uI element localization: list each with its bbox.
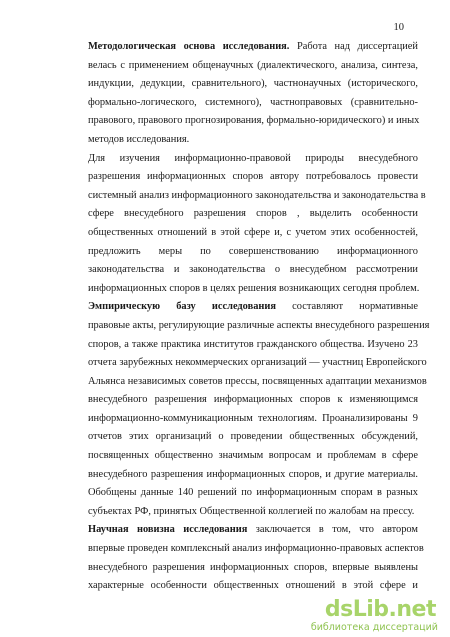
text-line xyxy=(88,205,418,224)
watermark-logo-text: dsLib.net xyxy=(324,597,436,622)
line-text: методов исследования. xyxy=(88,133,190,145)
text-line xyxy=(88,410,418,429)
watermark-subtitle: библиотека диссертаций xyxy=(310,622,438,633)
text-line xyxy=(88,280,418,299)
text-line xyxy=(88,168,418,187)
line-text: информационных споров в целях решения возникающих сегодня проблем. xyxy=(88,282,420,294)
line-text: отчета зарубежных некоммерческих организаций — участниц Европейского xyxy=(88,357,427,369)
line-text: велась с применением общенаучных (диалектического, анализа, синтеза, xyxy=(88,59,418,71)
text-line xyxy=(88,187,426,206)
line-text: посвященных общественно значимым вопросам и проблемам в сфере xyxy=(88,450,418,462)
text-line xyxy=(88,57,418,76)
line-text: споров, а также практика институтов гражданского общества. Изучено 23 xyxy=(88,338,418,350)
line-text: индукции, дедукции, сравнительного), частнонаучных (исторического, xyxy=(88,78,418,90)
line-text: формально-логического, системного), частноправовых (сравнительно- xyxy=(88,96,418,108)
text-line xyxy=(88,354,427,373)
text-line xyxy=(88,317,430,336)
line-text: Обобщены данные 140 решений по информационным спорам в разных xyxy=(88,487,418,499)
line-text: Для изучения информационно-правовой природы внесудебного xyxy=(88,152,418,164)
line-text: общественных отношений в этой сфере и, с учетом этих особенностей, xyxy=(88,226,418,238)
text-line xyxy=(88,38,418,57)
line-text: характерные особенности общественных отношений в этой сфере и xyxy=(88,580,418,592)
line-text: впервые проведен комплексный анализ информационно-правовых аспектов xyxy=(88,543,424,555)
text-line xyxy=(88,540,424,559)
line-text: внесудебного разрешения информационных споров к изменяющимся xyxy=(88,394,418,406)
text-line xyxy=(88,112,418,131)
line-text: законодательства и законодательства о внесудебном рассмотрении xyxy=(88,264,418,276)
text-line xyxy=(88,373,427,392)
line-text: составляют нормативные xyxy=(276,301,418,313)
text-line xyxy=(88,484,418,503)
watermark-logo xyxy=(294,597,444,633)
page-number: 10 xyxy=(393,22,404,33)
text-line xyxy=(88,261,418,280)
bold-heading: Эмпирическую базу исследования xyxy=(88,301,277,313)
line-text: информационно-коммуникационным технологиям. Проанализированы 9 xyxy=(88,412,418,424)
line-text: правовые акты, регулирующие различные аспекты внесудебного разрешения xyxy=(88,319,430,331)
text-line xyxy=(88,224,418,243)
text-line xyxy=(88,447,418,466)
line-text: правового, правового прогнозирования, формально-юридического) и иных xyxy=(88,115,420,127)
text-line xyxy=(88,391,418,410)
line-text: Альянса независимых советов прессы, посвященных адаптации механизмов xyxy=(88,375,427,387)
line-text: предложить меры по совершенствованию информационного xyxy=(88,245,418,257)
line-text: заключается в том, что автором xyxy=(247,524,418,536)
bold-heading: Научная новизна исследования xyxy=(88,524,248,536)
text-line xyxy=(88,75,418,94)
text-line xyxy=(88,94,418,113)
text-line xyxy=(88,243,418,262)
text-line xyxy=(88,577,418,596)
text-line xyxy=(88,428,418,447)
line-text: субъектах РФ, принятых Общественной коллегией по жалобам на прессу. xyxy=(88,505,415,517)
document-body xyxy=(88,38,430,596)
text-line xyxy=(88,521,418,540)
line-text: разрешения информационных споров автору потребовалось провести xyxy=(88,171,418,183)
text-line xyxy=(88,336,418,355)
text-line xyxy=(88,298,418,317)
text-line xyxy=(88,131,418,150)
line-text: внесудебного разрешения информационных споров, впервые выявлены xyxy=(88,561,418,573)
bold-heading: Методологическая основа исследования. xyxy=(88,41,290,52)
line-text: внесудебного разрешения информационных споров, и другие материалы. xyxy=(88,468,418,480)
line-text: системный анализ информационного законодательства и законодательства в xyxy=(88,189,426,201)
text-line xyxy=(88,466,418,485)
line-text: отчетов этих организаций о проведении общественных обсуждений, xyxy=(88,431,418,443)
line-text: Работа над диссертацией xyxy=(289,41,418,52)
text-line xyxy=(88,150,418,169)
text-line xyxy=(88,559,418,578)
line-text: сфере внесудебного разрешения споров , выделить особенности xyxy=(88,208,418,220)
text-line xyxy=(88,503,418,522)
